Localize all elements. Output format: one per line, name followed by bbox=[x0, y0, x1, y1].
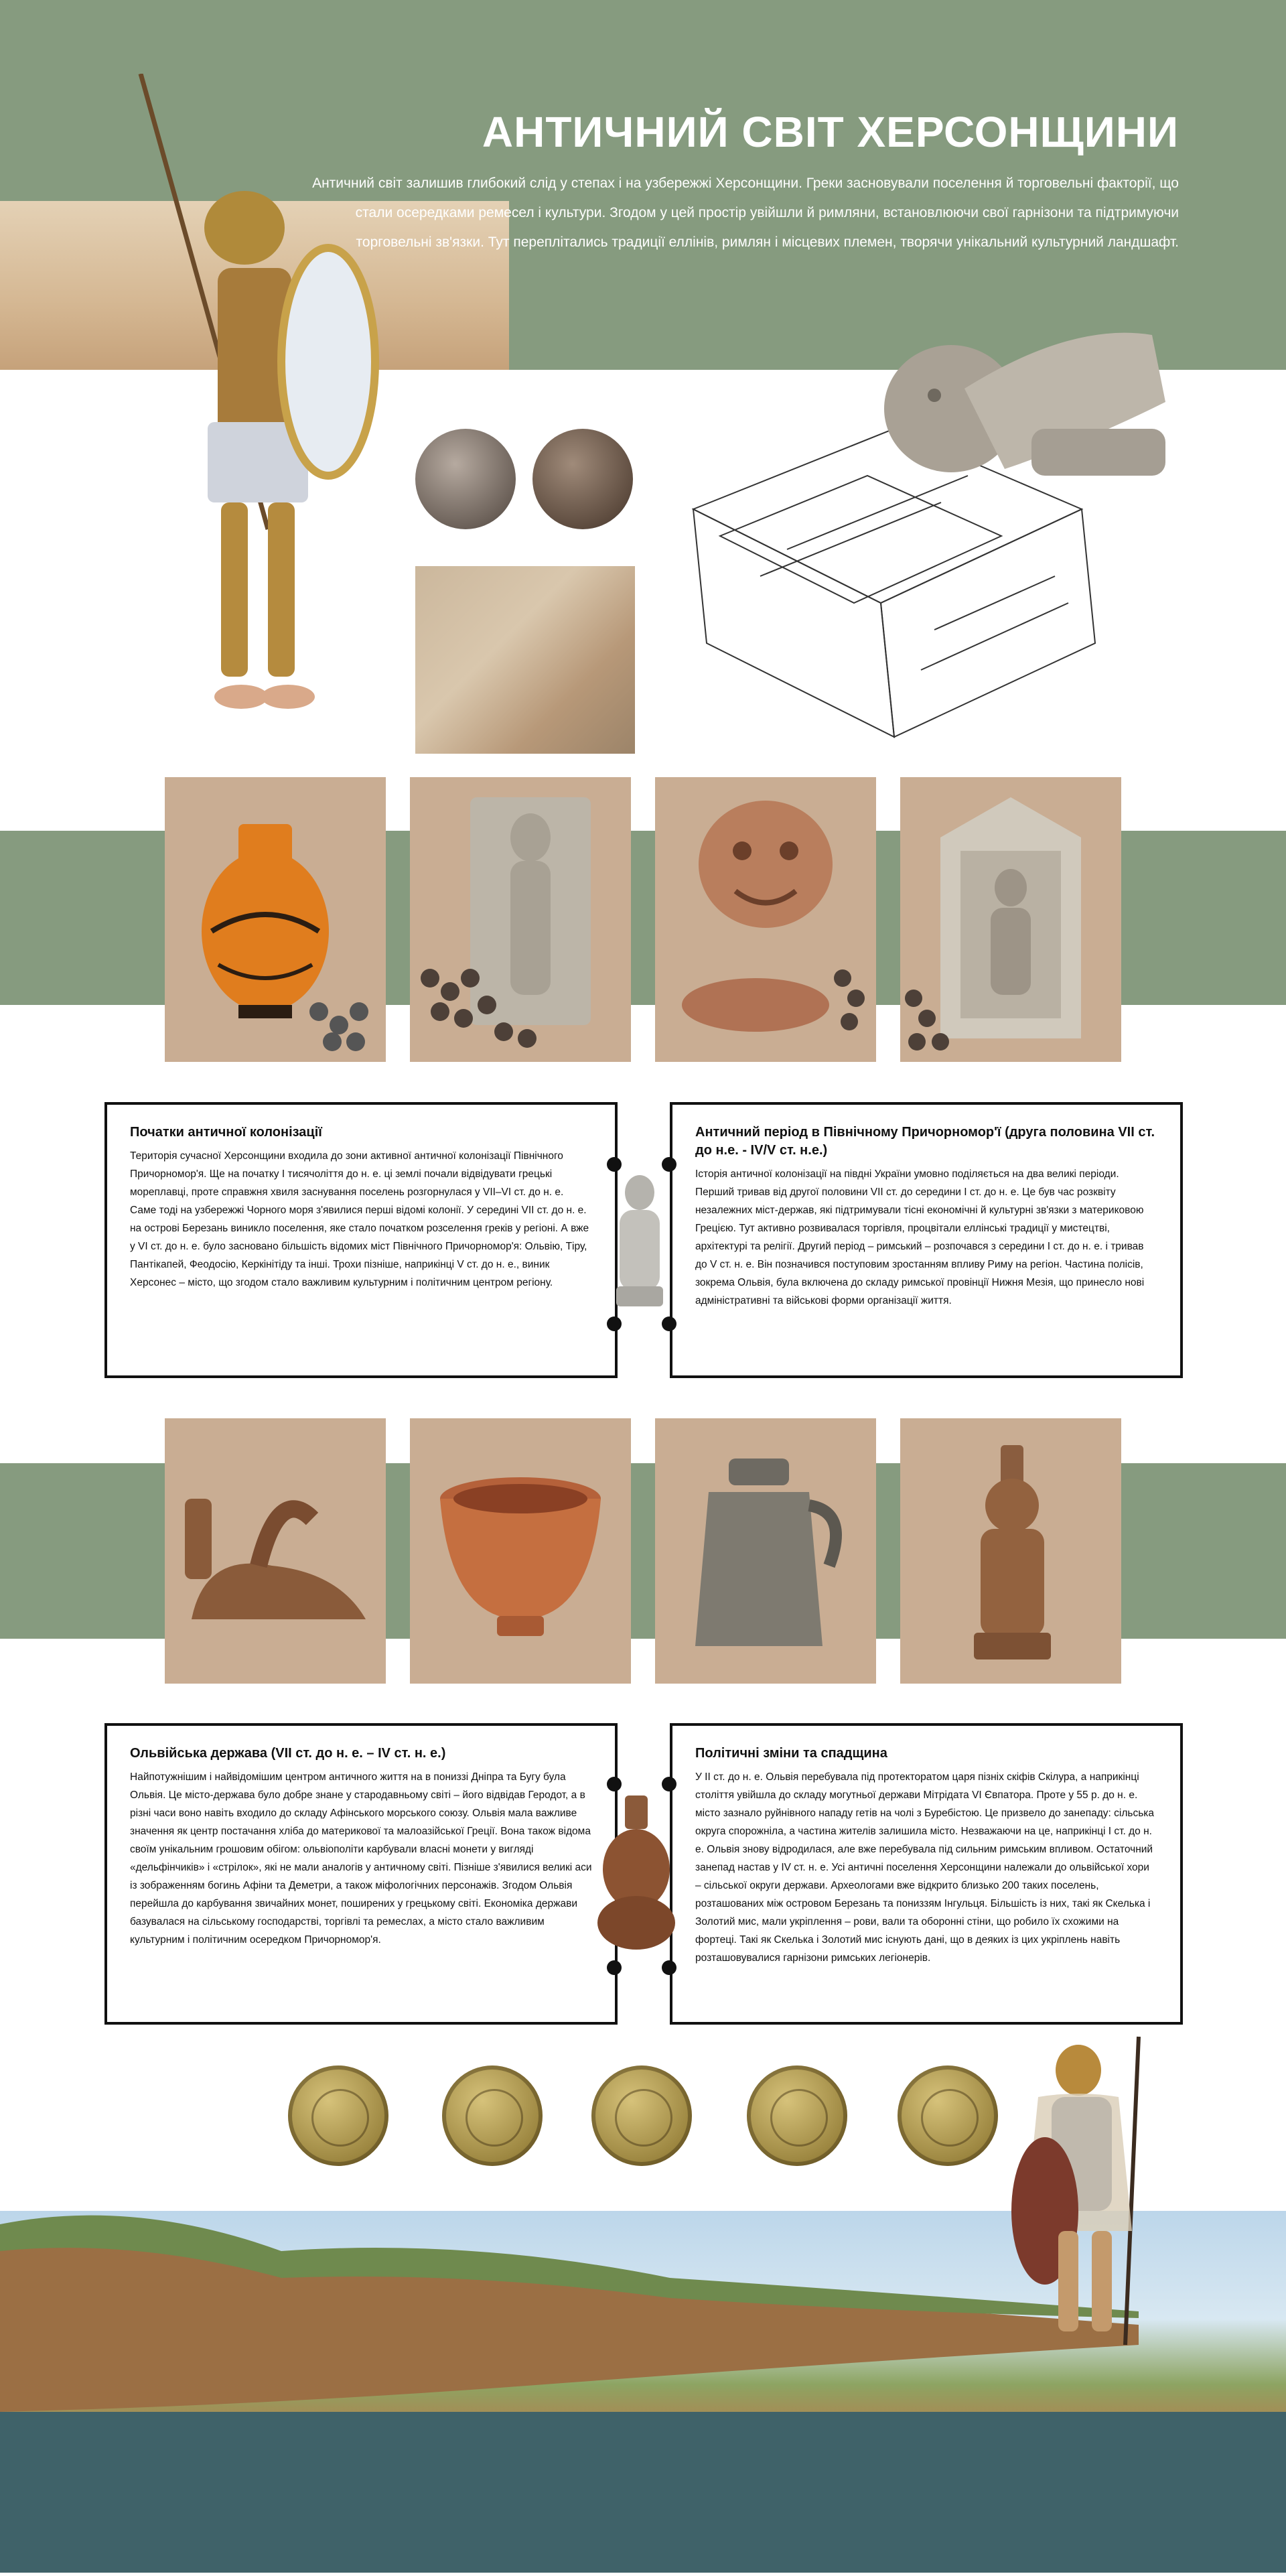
section-text: Історія античної колонізації на півдні України умовно поділяється на два великі періоди. Перший тривав від другої половини VII ст. до середини I ст. до н. е. Це був час розквіту незалежних міст-держав, які підтримували тісні економічні й культурні зв'язки з материковою Грецією. Тут активно розвивалася торгівля, процвітали еллінські традиції у мистецтві, архітектурі та релігії. Другий період – римський – розпочався з середини I ст. до н. е. і тривав до V ст. н. е. Він позначився поступовим зростанням впливу Риму на регіон. Частина полісів, зокрема Ольвія, була включена до складу римської провінції Нижня Мезія, що принесло нові адміністративні та військові форми організації життя. bbox=[695, 1168, 1145, 1306]
page-title: АНТИЧНИЙ СВІТ ХЕРСОНЩИНИ bbox=[482, 108, 1179, 156]
section-title: Античний період в Північному Причорномор'ї (друга половина VII ст. до н.е. - IV/V ст. н.е.) bbox=[695, 1125, 1155, 1158]
connector-dot bbox=[607, 1777, 622, 1791]
section-text: Територія сучасної Херсонщини входила до зони активної античної колонізації Північного Причорномор'я. Ще на початку I тисячоліття до н. е. цi землі почали відвідувати грецькі мореплавці, проте справжня хвиля заснування поселень розгорнулася у VII–VI ст. до н. е. Саме тоді на узбережжі Чорного моря з'явилися перші відомі колонії. У середині VII ст. до н. е. на острові Березань виникло поселення, яке стало початком розселення греків у регіоні. А вже у VI ст. до н. е. було засновано більшість відомих міст Північного Причорномор'я: Ольвію, Тіру, Пантікапей, Феодосію, Керкінітіду та інші. Трохи пізніше, наприкінці V ст. до н. е., виник Херсонес – місто, що згодом стало важливим культурним і політичним центром регіону. bbox=[130, 1150, 589, 1288]
section-title: Початки античної колонізації bbox=[130, 1125, 322, 1140]
lion-sculpture-image bbox=[871, 295, 1179, 509]
section-title: Політичні зміни та спадщина bbox=[695, 1746, 887, 1761]
section-card-colonization bbox=[104, 1102, 618, 1378]
artifact-tile-stele bbox=[410, 777, 631, 1062]
artifact-tile-relief bbox=[900, 777, 1121, 1062]
section-title: Ольвійська держава (VII ст. до н. е. – IV ст. н. е.) bbox=[130, 1746, 446, 1761]
roman-coin-image bbox=[591, 2065, 692, 2166]
roman-coin-image bbox=[288, 2065, 388, 2166]
ancient-coin-image bbox=[415, 429, 516, 529]
connector-dot bbox=[662, 1960, 676, 1975]
roman-coin-image bbox=[747, 2065, 847, 2166]
section-text: У II ст. до н. е. Ольвія перебувала під протекторатом царя пізніх скіфів Скілура, а наприкінці століття увійшла до складу могутньої держави Мітрідата VI Євпатора. Проте у 55 р. до н. е. місто зазнало руйнівного нападу гетів на чолі з Буребістою. Це призвело до занепаду: сільська округа спорожніла, а частина жителів залишила місто. Незважаючи на це, наприкінці I ст. до н. е. Ольвія знову відродилася, але вже перебувала під сильним римським впливом. Остаточний занепад настав у IV ст. н. е. Усі античні поселення Херсонщини належали до ольвійської хори – сільської округи держави. Археологами вже відкрито близько 200 таких поселень, розташованих між островом Березань та пониззям Інгульця. Більшість із них, такі як Скелька і Золотий мис, мали укріплення – рови, вали та оборонні стіни, що робило їх схожими на фортеці. Такі як Скелька і Золотий мис існують дані, що в деяких із цих укріплень навіть розташовувалися гарнізони римських легіонерів. bbox=[695, 1771, 1155, 1964]
section-card-olbia bbox=[104, 1723, 618, 2025]
figurine-image bbox=[603, 1166, 676, 1313]
city-model-photo bbox=[415, 566, 635, 754]
artifact-tile-statuette bbox=[900, 1418, 1121, 1684]
artifact-tile-mask bbox=[655, 777, 876, 1062]
roman-legionary-image bbox=[998, 2030, 1192, 2352]
connector-dot bbox=[662, 1316, 676, 1331]
connector-dot bbox=[607, 1316, 622, 1331]
artifact-tile-bowl bbox=[410, 1418, 631, 1684]
ancient-coin-image bbox=[532, 429, 633, 529]
roman-coin-image bbox=[442, 2065, 543, 2166]
artifact-tile-askos bbox=[165, 1418, 386, 1684]
roman-coin-image bbox=[898, 2065, 998, 2166]
intro-text: Античний світ залишив глибокий слід у степах і на узбережжі Херсонщини. Греки засновували поселення й торговельні факторії, що стали осередками ремесел і культури. Згодом у цей простір увійшли й римляни, встановлюючи свої гарнізони та підтримуючи торговельні зв'язки. Тут переплітались традиції еллінів, римлян і місцевих племен, творячи унікальний культурний ландшафт. bbox=[312, 176, 1179, 250]
head-vessel-image bbox=[593, 1795, 680, 1956]
section-card-political-changes bbox=[670, 1723, 1183, 2025]
artifact-tile-amphora bbox=[165, 777, 386, 1062]
section-card-antiquity-period bbox=[670, 1102, 1183, 1378]
connector-dot bbox=[662, 1777, 676, 1791]
connector-dot bbox=[607, 1960, 622, 1975]
section-text: Найпотужнішим і найвідомішим центром античного життя на в пониззі Дніпра та Бугу була Ольвія. Це місто-держава було добре знане у стародавньому світі – його відвідав Геродот, а в різні часи воно навіть входило до складу Афінського морського союзу. Ольвія мала важливе значення як центр постачання хліба до материкової та малоазійської Греції. Вона також відома своїм унікальним грошовим обігом: ольвіополіти карбували власні монети у вигляді «дельфінчиків» і «стрілок», які не мали аналогів у античному світі. Пізніше з'явилися великі аси із зображенням богинь Афіни та Деметри, а також міфологічних персонажів. Згодом Ольвія перейшла до карбування звичайних монет, поширених у грецькому світі. Економіка держави базувалася на сільському господарстві, торгівлі та ремеслах, а місто стало важливим культурним і політичним осередком Причорномор'я. bbox=[130, 1771, 592, 1946]
hoplite-warrior-image bbox=[127, 74, 409, 744]
artifact-tile-glass-vessel bbox=[655, 1418, 876, 1684]
